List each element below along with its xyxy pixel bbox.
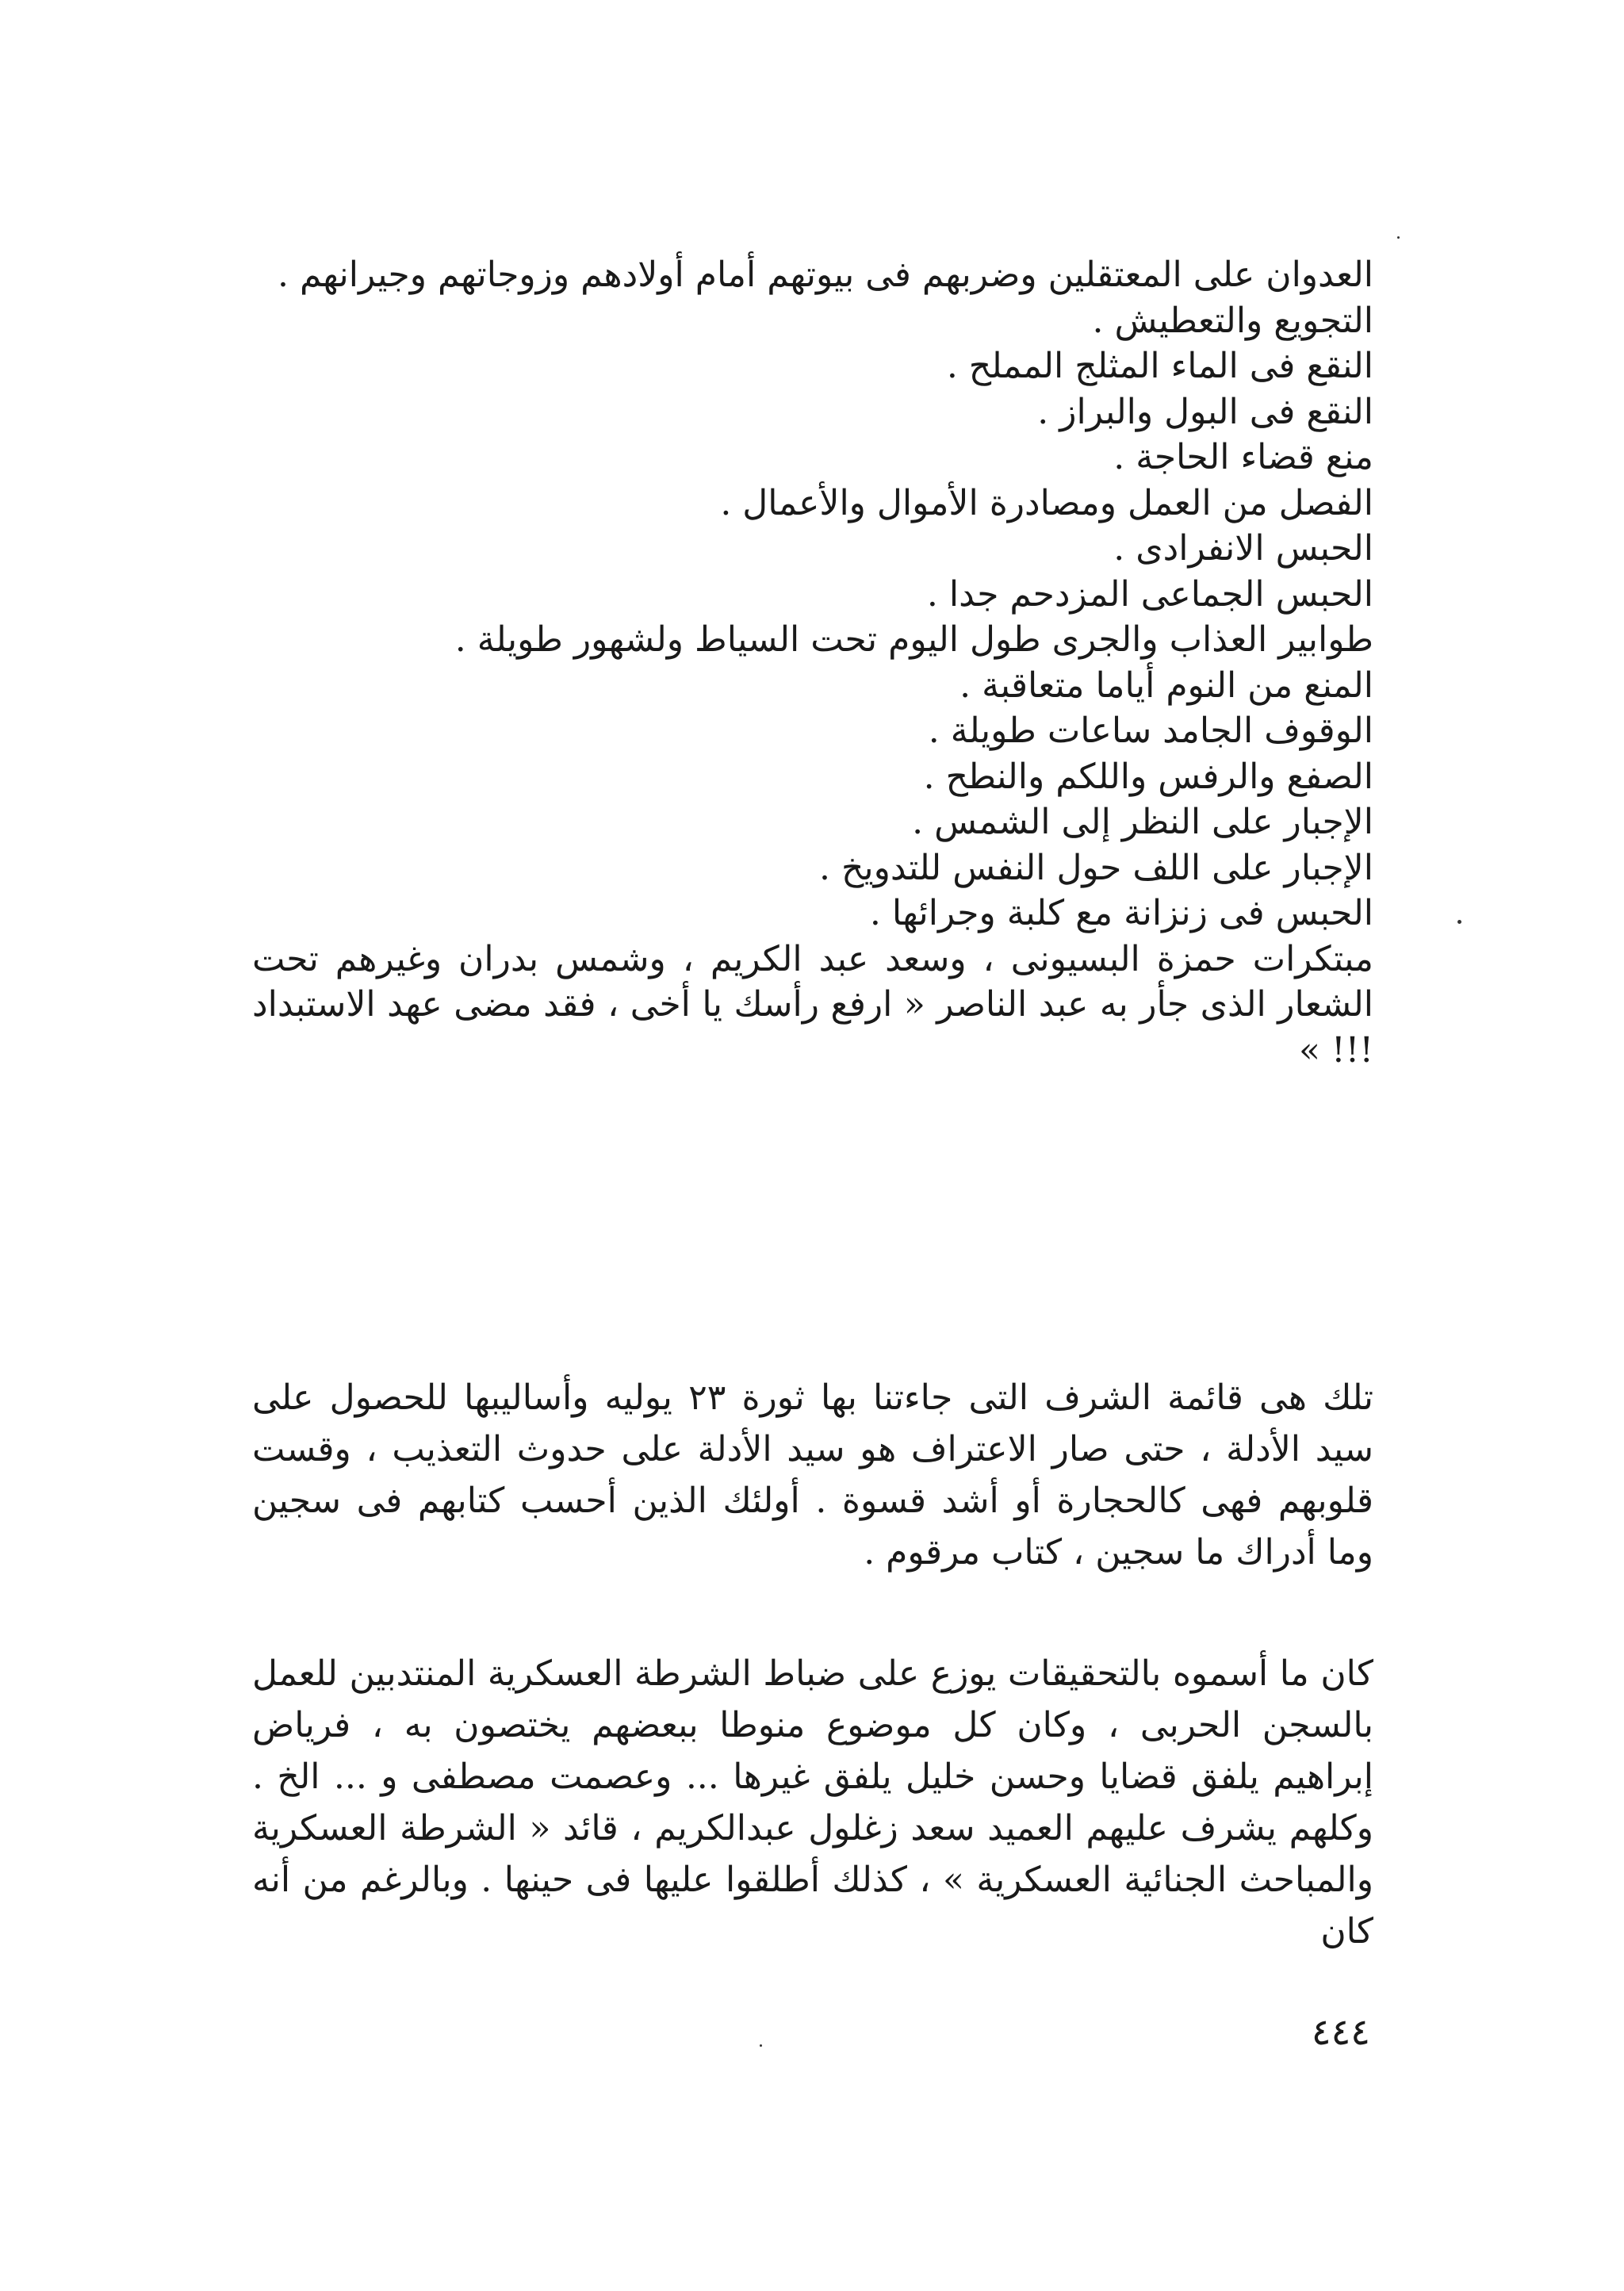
paragraph-text: تلك هى قائمة الشرف التى جاءتنا بها ثورة ٢٣ يوليه وأساليبها للحصول على سيد الأدلة ، حتى صار الاعتراف هو سيد الأدلة على حدوث التعذيب ، وقست قلوبهم فهى كالحجارة أو أشد قسوة . أولئك الذين أحسب كتابهم فى سجين وما أدراك ما سجين ، كتاب مرقوم . [252,1377,1373,1573]
list-item: المنع من النوم أياما متعاقبة . [959,665,1373,706]
torture-methods-list [252,252,1373,1073]
paragraph-honor-list [252,1372,1373,1578]
scan-speck [760,2044,762,2047]
list-item: الإجبار على النظر إلى الشمس . [912,802,1373,842]
list-item: التجويع والتعطيش . [1092,300,1373,341]
paragraph-investigations [252,1648,1373,1957]
list-item: الفصل من العمل ومصادرة الأموال والأعمال . [720,482,1373,523]
scan-speck [1397,236,1400,239]
list-item: النقع فى البول والبراز . [1037,391,1373,432]
list-item: طوابير العذاب والجرى طول اليوم تحت السياط ولشهور طويلة . [454,619,1373,660]
list-item: الإجبار على اللف حول النفس للتدويخ . [819,847,1373,888]
paragraph-text: كان ما أسموه بالتحقيقات يوزع على ضباط الشرطة العسكرية المنتدبين للعمل بالسجن الحربى ، وكان كل موضوع منوطا ببعضهم يختصون به ، فرياض إبراهيم يلفق قضايا وحسن خليل يلفق غيرها ... وعصمت مصطفى و ... الخ . وكلهم يشرف عليهم العميد سعد زغلول عبدالكريم ، قائد « الشرطة العسكرية والمباحث الجنائية العسكرية » ، كذلك أطلقوا عليها فى حينها . وبالرغم من أنه كان [252,1653,1373,1952]
list-closing-paragraph: مبتكرات حمزة البسيونى ، وسعد عبد الكريم ، وشمس بدران وغيرهم تحت الشعار الذى جأر به عبد الناصر « ارفع رأسك يا أخى ، فقد مضى عهد الاستبداد !!! » [252,938,1373,1071]
scan-speck [1457,920,1461,924]
list-item: الحبس الجماعى المزدحم جدا . [926,573,1373,615]
page-number: ٤٤٤ [1311,2010,1370,2053]
list-item: النقع فى الماء المثلج المملح . [946,346,1373,386]
list-item: الحبس فى زنزانة مع كلبة وجرائها . [869,893,1373,933]
list-item: منع قضاء الحاجة . [1113,437,1373,477]
list-item: الحبس الانفرادى . [1113,528,1373,569]
list-item: الوقوف الجامد ساعات طويلة . [928,711,1373,751]
list-item: الصفع والرفس واللكم والنطح . [923,756,1373,797]
list-item: العدوان على المعتقلين وضربهم فى بيوتهم أمام أولادهم وزوجاتهم وجيرانهم . [277,255,1373,295]
